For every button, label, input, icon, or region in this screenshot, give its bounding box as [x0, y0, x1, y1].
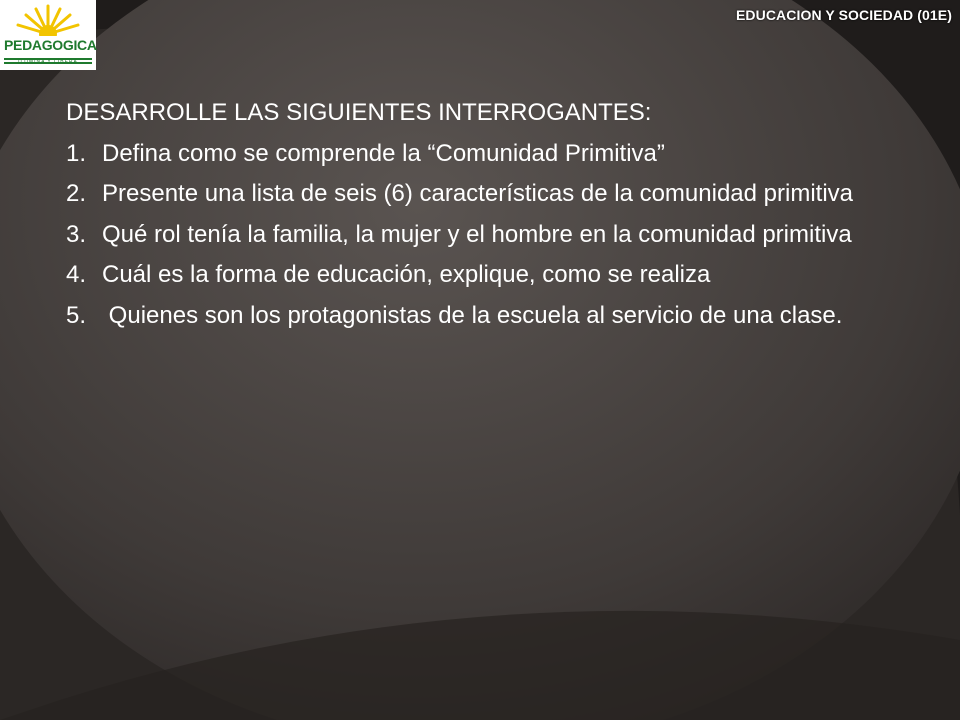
- question-text: Cuál es la forma de educación, explique, como se realiza: [102, 261, 711, 288]
- slide-heading: DESARROLLE LAS SIGUIENTES INTERROGANTES:: [66, 99, 652, 126]
- pedagogica-logo: [0, 0, 96, 70]
- logo-wordmark: PEDAGOGICA: [4, 37, 97, 53]
- question-text: Defina como se comprende la “Comunidad Primitiva”: [102, 139, 665, 167]
- question-text: Presente una lista de seis (6) características de la comunidad primitiva: [102, 180, 854, 207]
- question-number: 3.: [66, 220, 87, 248]
- question-number: 1.: [66, 139, 87, 167]
- course-title: EDUCACION Y SOCIEDAD (01E): [735, 7, 952, 23]
- logo-tagline: ILUMINA Y LIBERA: [18, 59, 78, 65]
- question-number: 4.: [66, 261, 87, 288]
- question-item: [66, 174, 896, 215]
- question-text: Qué rol tenía la familia, la mujer y el hombre en la comunidad primitiva: [102, 220, 852, 248]
- question-text: Quienes son los protagonistas de la escuela al servicio de una clase.: [102, 301, 843, 329]
- question-number: 2.: [66, 180, 87, 207]
- question-item: [66, 296, 896, 337]
- question-list: [66, 134, 896, 337]
- question-item: [66, 255, 896, 296]
- question-item: [66, 215, 896, 256]
- question-number: 5.: [66, 301, 87, 329]
- slide-content: [66, 93, 896, 336]
- question-item: [66, 134, 896, 175]
